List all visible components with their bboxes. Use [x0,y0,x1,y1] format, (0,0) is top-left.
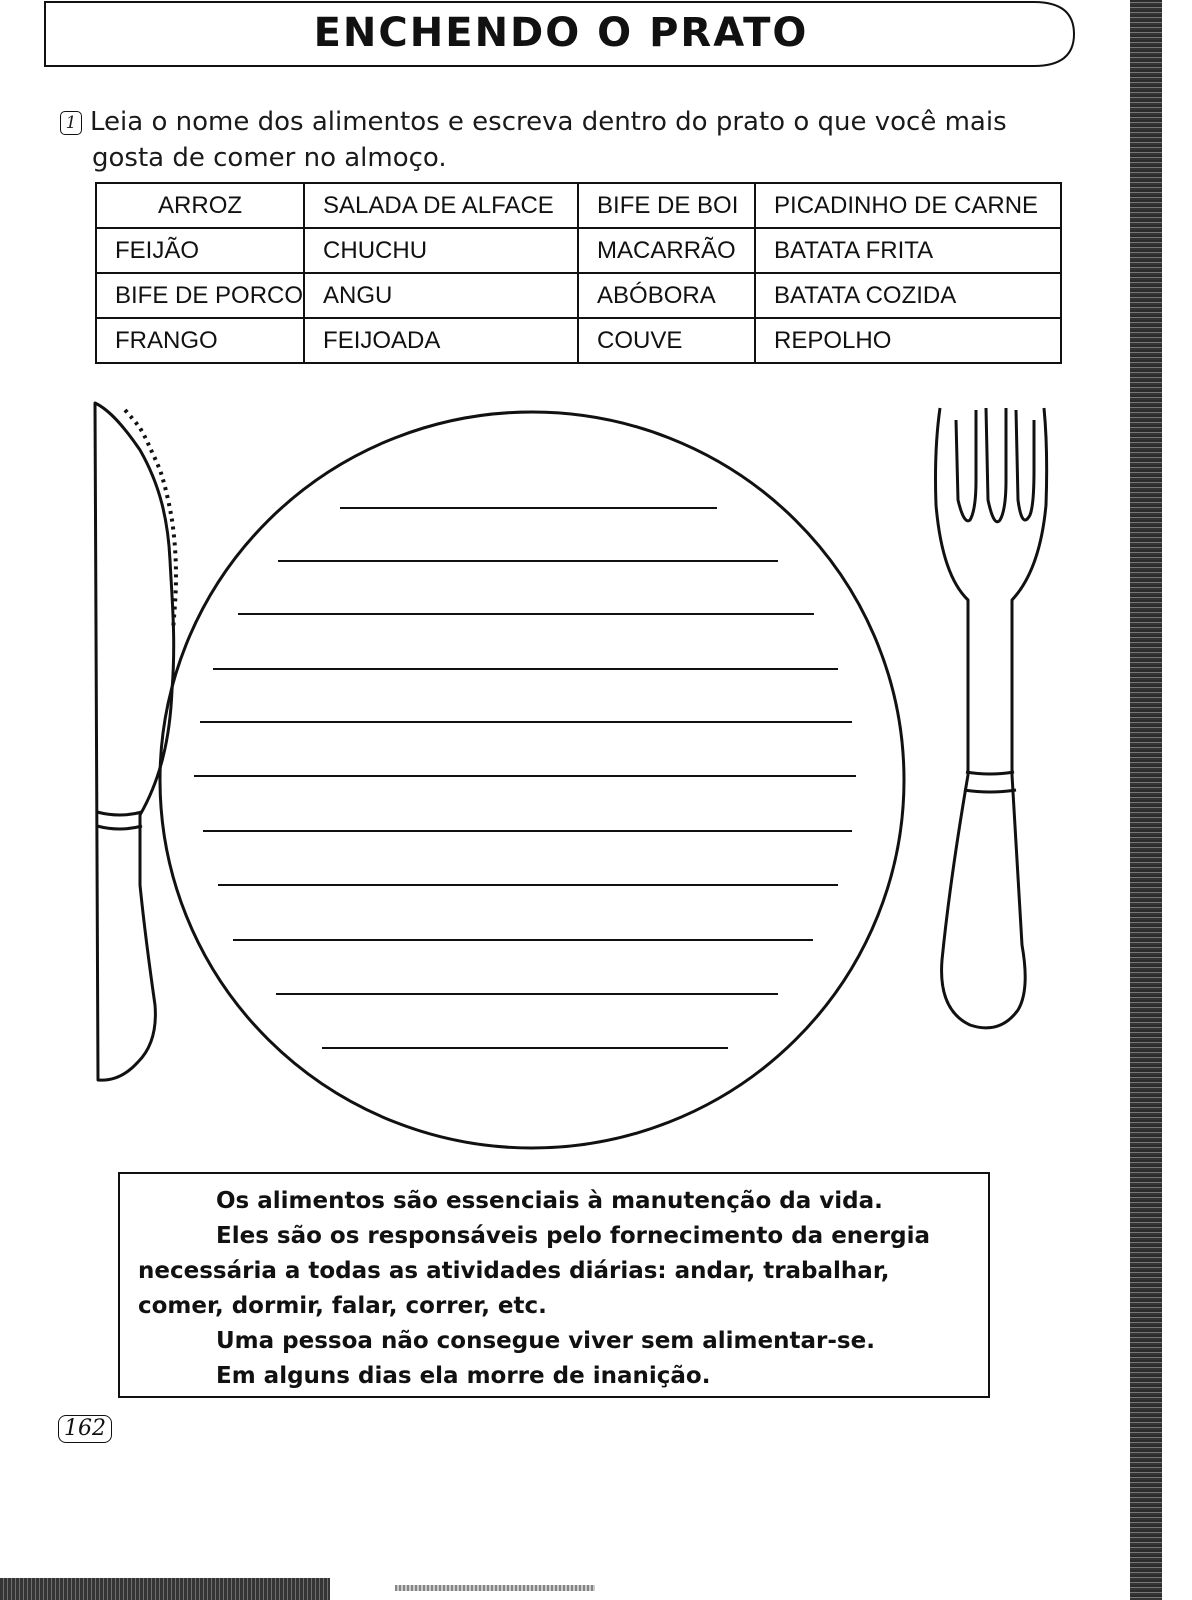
table-cell: PICADINHO DE CARNE [755,183,1061,228]
instruction-line-2: gosta de comer no almoço. [92,143,447,173]
table-cell: ANGU [304,273,578,318]
place-setting-illustration [80,390,1070,1160]
scan-artifact [0,1578,330,1600]
table-cell: BATATA FRITA [755,228,1061,273]
table-row [96,228,1061,273]
info-box [118,1172,990,1398]
page-number: 162 [58,1415,112,1443]
table-cell: BATATA COZIDA [755,273,1061,318]
table-cell: FEIJOADA [304,318,578,363]
table-cell: COUVE [578,318,755,363]
table-row [96,183,1061,228]
info-paragraph: Os alimentos são essenciais à manutenção da vida. [216,1188,883,1214]
table-cell: FEIJÃO [96,228,304,273]
table-cell: FRANGO [96,318,304,363]
knife-icon [95,403,176,1080]
table-cell: BIFE DE PORCO [96,273,304,318]
table-cell: CHUCHU [304,228,578,273]
table-row [96,318,1061,363]
fork-icon [936,408,1047,1028]
plate-icon [160,412,904,1148]
book-binding-edge [1130,0,1162,1600]
table-cell: REPOLHO [755,318,1061,363]
info-paragraph: Em alguns dias ela morre de inanição. [216,1363,711,1389]
scan-artifact [395,1585,595,1591]
page-title: ENCHENDO O PRATO [313,10,809,56]
table-cell: MACARRÃO [578,228,755,273]
exercise-instruction [60,104,1070,176]
info-paragraph: Eles são os responsáveis pelo fornecimento da energia necessária a todas as atividades diárias: andar, trabalhar, comer, dormir, falar, correr, etc. [138,1223,930,1319]
table-cell: ARROZ [96,183,304,228]
table-cell: BIFE DE BOI [578,183,755,228]
instruction-line-1: Leia o nome dos alimentos e escreva dentro do prato o que você mais [90,107,1007,137]
table-cell: ABÓBORA [578,273,755,318]
food-table [95,182,1062,364]
info-paragraph: Uma pessoa não consegue viver sem alimentar-se. [216,1328,875,1354]
exercise-number-badge: 1 [60,111,82,135]
table-cell: SALADA DE ALFACE [304,183,578,228]
table-row [96,273,1061,318]
title-banner [44,0,1078,70]
